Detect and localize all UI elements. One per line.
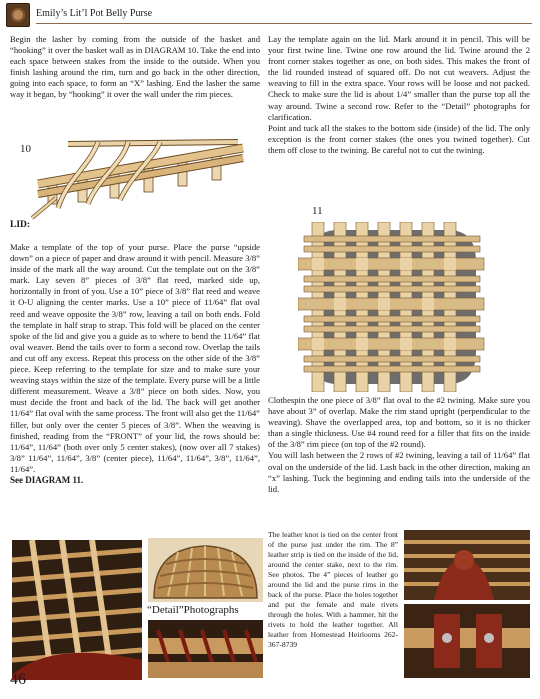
- diagram-10-label: 10: [20, 143, 31, 155]
- lid-weave-photo-image: [12, 540, 142, 680]
- diagram-11-lid-weave-illustration: [298, 222, 488, 392]
- lid-instructions: [10, 242, 260, 486]
- basket-front-photo-image: [148, 538, 263, 602]
- twining-paragraph-2: Point and tuck all the stakes to the bottom side (inside) of the lid. The only exception is the front corner stakes (the ones you twined together). Cut them off close to the twining. Be careful not to cut the twining.: [268, 122, 530, 155]
- photo-rivets: [404, 604, 530, 678]
- basket-logo-icon: [6, 3, 30, 27]
- twining-instructions: [268, 34, 530, 156]
- lid-paragraph: Make a template of the top of your purse. Place the purse “upside down” on a piece of paper and draw around it with pencil. Measure 3/8” inside of the mark all the way around. Cut the template out on the 3/8” mark. Lay seven 8” pieces of 3/8” flat reed, marked side up, horizontally in front of you. Use a 10” piece of 3/8” flat reed and weave it O-U aligning the center marks. Use a 10” piece of 11/64” flat oval reed and weave opposite the 3/8” row, leaving a tail on both ends. Fold the template in half strap to strap. This fold will be placed on the center spoke of the lid and give you a guide as to where to bend the 11/64” flat oval weaver. Bend the tails over to form a second row. Overlap the tails and cut off any excess. Repeat this process on the other side of the 3/8” piece. Keep referring to the template for size and to make sure your weaving stays within the size of the template. Every purse will be a little different measurement. Weave a 3/8” piece on both sides. Now, you must decide the front and back of the lid. The back will get another 11/64” flat oval with the same process. The front will also get the 11/64” filler, but only over the center 5 pieces of 3/8”. When the weaving is finished, reading from the “FRONT” of your lid, the rows should be: 11/64”, 11/64” (both over only 5 center stakes), (now over all 7 stakes) 3/8” 11/64”, 11/64”, 3/8” (center piece), 11/64”, 11/64”, 3/8”, 11/64”, 11/64”.: [10, 242, 260, 474]
- lid-heading: LID:: [10, 220, 31, 230]
- rim-detail-photo-image: [148, 620, 263, 678]
- rivets-photo-image: [404, 604, 530, 678]
- photo-basket-front: [148, 538, 263, 602]
- photo-leather-knot: [404, 530, 530, 600]
- diagram-11-label: 11: [312, 205, 323, 217]
- diagram-10-lashing-illustration: [28, 138, 258, 220]
- page-number: 46: [10, 671, 26, 688]
- leather-instructions: The leather knot is tied on the center front of the purse just under the rim. The 8” leather strip is tied on the inside of the lid, around the center stake, next to the rim. See photos. The 4” pieces of leather go around the lid and the purse rims in the back of the purse. Place the holes together and put the female and male rivets through the holes. With a hammer, hit the rivets to hold the leather together. All leather from Homestead Heirlooms 262-367-8739: [268, 530, 398, 649]
- photo-lid-closeup: [12, 540, 142, 680]
- photo-rim-detail: [148, 620, 263, 678]
- header-rule: [36, 23, 532, 24]
- lashing-instructions: [10, 34, 260, 101]
- twining-paragraph-1: Lay the template again on the lid. Mark around it in pencil. This will be your first twine line. Twine one row around the lid. Twine around the 2 front corner stakes together as one, on both sides. This makes the front of the lid rounded instead of squared off. Do not cut weavers. Adjust the weaving to fill in the extra space. Your rows will be loose and not packed. Check to make sure the lid is about 1/4” smaller than the purse top all the way around. Twine a second row. Refer to the “Detail” photographs for clarification.: [268, 34, 530, 122]
- rim-paragraph-1: Clothespin the one piece of 3/8” flat oval to the #2 twining. Make sure you have about 3” of overlap. Make the rim stand upright (perpendicular to the weaving). Shave the overlapped area, top and bottom, so it is no thicker than a single thickness. Use #4 round reed for a filler that fits on the inside of the 3/8” rim piece (on top of the #2 round).: [268, 395, 530, 450]
- lashing-paragraph: Begin the lasher by coming from the outside of the basket and “hooking” it over the basket wall as in DIAGRAM 10. Take the end into each space between stakes from the inside to the outside. When you finish lashing around the rim, turn and go back in the other direction, going into each space, to form an “X” lashing. End the lasher the same way it began, by “hooking” it over the wall under the rim pieces.: [10, 34, 260, 100]
- see-diagram-11: See DIAGRAM 11.: [10, 474, 84, 485]
- rim-paragraph-2: You will lash between the 2 rows of #2 twining, leaving a tail of 11/64” flat oval on the underside of the lid. Lash back in the other direction, making an “x” lashing. Tuck the beginning and ending tails into the underside of the lid.: [268, 450, 530, 494]
- rim-lashing-instructions: [268, 395, 530, 495]
- running-title: Emily’s Lit’l Pot Belly Purse: [36, 8, 153, 19]
- page-header: [0, 0, 540, 30]
- detail-photographs-caption: “Detail”Photographs: [147, 604, 239, 616]
- leather-knot-photo-image: [404, 530, 530, 600]
